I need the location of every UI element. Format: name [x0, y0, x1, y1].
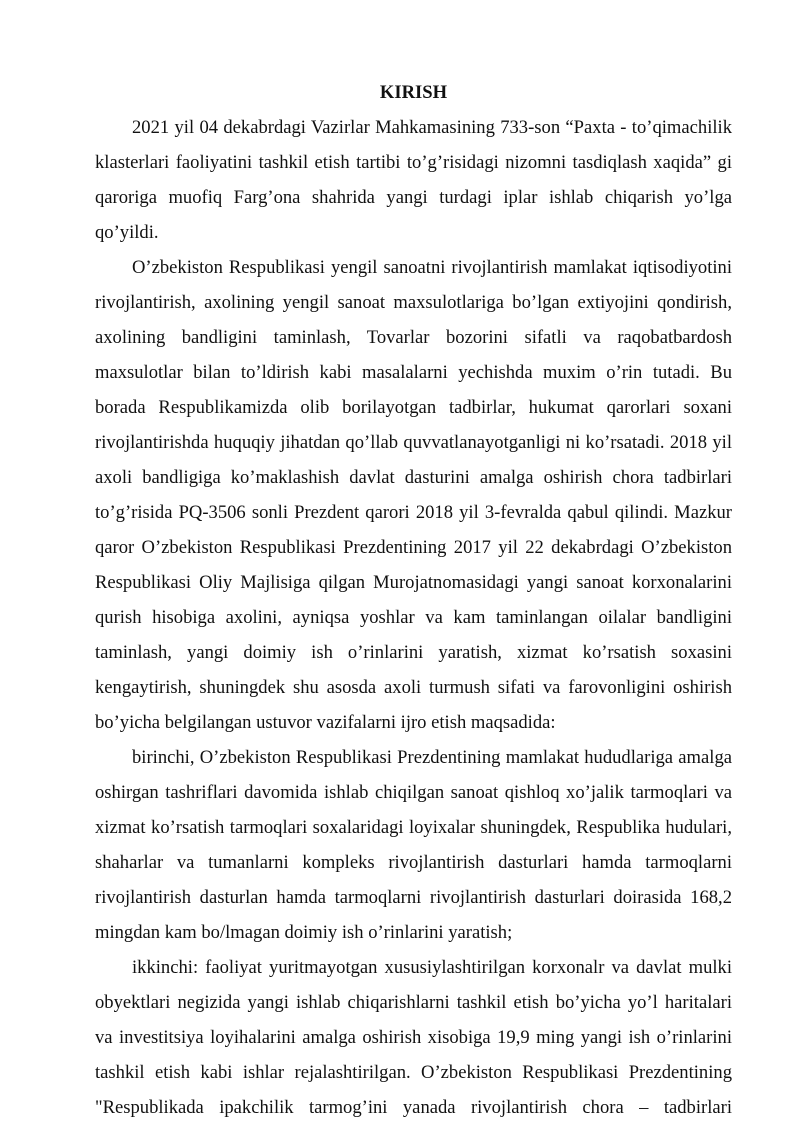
paragraph-second-item: ikkinchi: faoliyat yuritmayotgan xususiylashtirilgan korxonalr va davlat mulki obyektlari negizida yangi ishlab chiqarishlarni tashkil etish bo’yicha yo’l haritalari va investitsiya loyihalarini amalga oshirish xisobiga 19,9 ming yangi ish o’rinlarini tashkil etish kabi ishlar rejalashtirilgan. O’zbekiston Respublikasi Prezdentining "Respublikada ipakchilik tarmog’ini yanada rivojlantirish chora – tadbirlari: [95, 957, 732, 1118]
document-heading: KIRISH: [379, 82, 448, 103]
document-page: [95, 75, 732, 1125]
paragraph-intro: 2021 yil 04 dekabrdagi Vazirlar Mahkamasining 733-son “Paxta - to’qimachilik klasterlari faoliyatini tashkil etish tartibi to’g’risidagi nizomni tasdiqlash xaqida” gi qaroriga muofiq Farg’ona shahrida yangi turdagi iplar ishlab chiqarish yo’lga qo’yildi.: [95, 117, 732, 243]
paragraph-first-item: birinchi, O’zbekiston Respublikasi Prezdentining mamlakat hududlariga amalga oshirgan tashriflari davomida ishlab chiqilgan sanoat qishloq xo’jalik tarmoqlari va xizmat ko’rsatish tarmoqlari soxalaridagi loyixalar shuningdek, Respublika hudulari, shaharlar va tumanlarni kompleks rivojlantirish dasturlari hamda tarmoqlarni rivojlantirish dasturlan hamda tarmoqlarni rivojlantirish dasturlari doirasida 168,2 mingdan kam bo/lmagan doimiy ish o’rinlarini yaratish;: [95, 747, 732, 943]
paragraph-light-industry: O’zbekiston Respublikasi yengil sanoatni rivojlantirish mamlakat iqtisodiyotini rivojlantirish, axolining yengil sanoat maxsulotlariga bo’lgan extiyojini qondirish, axolining bandligini taminlash, Tovarlar bozorini sifatli va raqobatbardosh maxsulotlar bilan to’ldirish kabi masalalarni yechishda muxim o’rin tutadi. Bu borada Respublikamizda olib borilayotgan tadbirlar, hukumat qarorlari soxani rivojlantirishda huquqiy jihatdan qo’llab quvvatlanayotganligi ni ko’rsatadi. 2018 yil axoli bandligiga ko’maklashish davlat dasturini amalga oshirish chora tadbirlari to’g’risida PQ-3506 sonli Prezdent qarori 2018 yil 3-fevralda qabul qilindi. Mazkur qaror O’zbekiston Respublikasi Prezdentining 2017 yil 22 dekabrdagi O’zbekiston Respublikasi Oliy Majlisiga qilgan Murojatnomasidagi yangi sanoat korxonalarini qurish hisobiga axolini, ayniqsa yoshlar va kam taminlangan oilalar bandligini taminlash, yangi doimiy ish o’rinlarini yaratish, xizmat ko’rsatish soxasini kengaytirish, shuningdek shu asosda axoli turmush sifati va farovonligini oshirish bo’yicha belgilangan ustuvor vazifalarni ijro etish maqsadida:: [95, 257, 732, 733]
